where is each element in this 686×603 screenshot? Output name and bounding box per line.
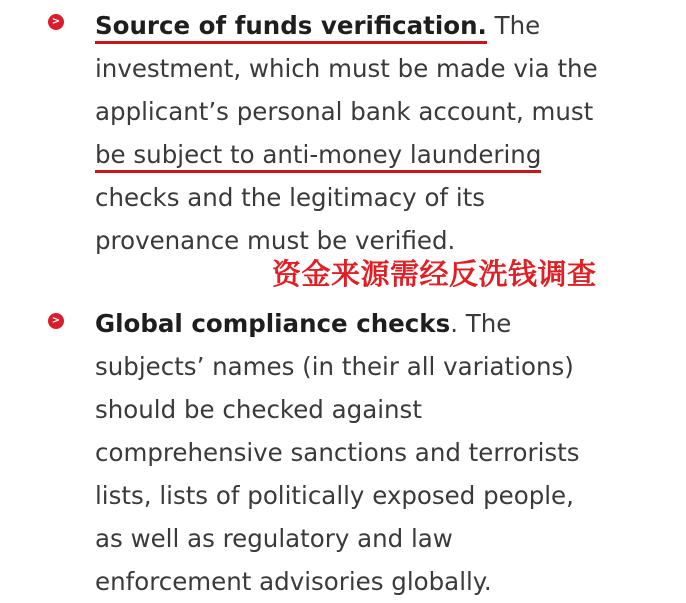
text-line: should be checked against	[95, 395, 422, 424]
heading-source-of-funds: Source of funds verification.	[95, 11, 487, 44]
text-line-fragment: . The	[450, 309, 512, 338]
text-line: provenance must be verified.	[95, 226, 456, 255]
text-line: subjects’ names (in their all variations)	[95, 352, 574, 381]
text-line-fragment: The	[486, 11, 541, 40]
text-line: as well as regulatory and law	[95, 524, 453, 553]
text-line: investment, which must be made via the	[95, 54, 598, 83]
chevron-right-icon: >	[48, 14, 64, 30]
chinese-annotation: 资金来源需经反洗钱调查	[272, 257, 597, 291]
paragraph-source-of-funds	[95, 4, 675, 262]
text-line: lists, lists of politically exposed people,	[95, 481, 574, 510]
text-line	[95, 4, 675, 47]
underlined-phrase: be subject to anti-money laundering	[95, 140, 541, 173]
text-line	[95, 133, 675, 176]
chevron-right-icon: >	[48, 313, 64, 329]
text-line: enforcement advisories globally.	[95, 567, 492, 596]
text-line: applicant’s personal bank account, must	[95, 97, 594, 126]
text-line: checks and the legitimacy of its	[95, 183, 486, 212]
paragraph-global-compliance	[95, 302, 675, 603]
heading-global-compliance: Global compliance checks	[95, 309, 451, 338]
text-line	[95, 302, 675, 345]
text-line: comprehensive sanctions and terrorists	[95, 438, 580, 467]
